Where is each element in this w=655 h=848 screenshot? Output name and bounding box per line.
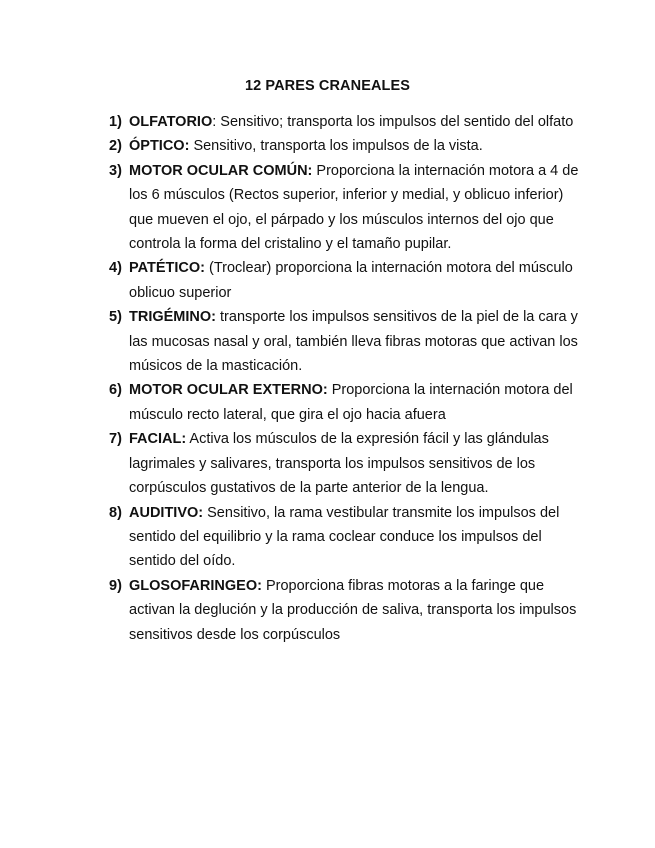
- item-number: 4): [109, 260, 122, 277]
- item-description: Sensitivo, la rama vestibular transmite los impulsos del sentido del equilibrio y la rama coclear conduce los impulsos del sentido del oído.: [129, 504, 560, 570]
- cranial-nerve-list: [109, 110, 579, 647]
- item-name: ÓPTICO:: [129, 138, 190, 155]
- item-number: 6): [109, 382, 122, 399]
- item-name: MOTOR OCULAR COMÚN:: [129, 162, 313, 179]
- list-item-facial: [109, 427, 579, 500]
- item-name: MOTOR OCULAR EXTERNO:: [129, 382, 328, 399]
- page-title: 12 PARES CRANEALES: [244, 78, 411, 94]
- list-item-optico: [109, 134, 579, 158]
- item-number: 5): [109, 309, 122, 326]
- item-number: 2): [109, 138, 122, 155]
- item-number: 7): [109, 431, 122, 448]
- item-number: 1): [109, 114, 122, 130]
- item-name: OLFATORIO: [129, 114, 213, 130]
- list-item-olfatorio: [109, 110, 579, 134]
- item-name: TRIGÉMINO:: [129, 309, 216, 326]
- item-description: Proporciona la internación motora del músculo recto lateral, que gira el ojo hacia afuera: [129, 382, 573, 423]
- item-name: FACIAL:: [129, 431, 187, 448]
- item-description: (Troclear) proporciona la internación motora del músculo oblicuo superior: [129, 260, 573, 301]
- list-item-patetico: [109, 256, 579, 305]
- list-item-auditivo: [109, 501, 579, 574]
- list-item-glosofaringeo: [109, 574, 579, 647]
- item-description: : Sensitivo; transporta los impulsos del sentido del olfato: [212, 114, 574, 130]
- item-description: Sensitivo, transporta los impulsos de la vista.: [189, 138, 483, 155]
- list-item-motor-ocular-externo: [109, 378, 579, 427]
- list-item-motor-ocular-comun: [109, 159, 579, 257]
- item-name: PATÉTICO:: [129, 260, 205, 277]
- item-description: Activa los músculos de la expresión fácil y las glándulas lagrimales y salivares, transporta los impulsos sensitivos de los corpúsculos gustativos de la parte anterior de la lengua.: [129, 431, 549, 497]
- item-number: 3): [109, 162, 122, 179]
- item-description: Proporciona la internación motora a 4 de los 6 músculos (Rectos superior, inferior y medial, y oblicuo inferior) que mueven el ojo, el párpado y los músculos internos del ojo que controla la forma del cristalino y el tamaño pupilar.: [129, 162, 579, 253]
- list-item-trigemino: [109, 305, 579, 378]
- item-description: transporte los impulsos sensitivos de la piel de la cara y las mucosas nasal y oral, también lleva fibras motoras que activan los músicos de la masticación.: [129, 309, 578, 375]
- item-name: AUDITIVO:: [129, 504, 204, 521]
- item-number: 8): [109, 504, 122, 521]
- item-number: 9): [109, 577, 122, 594]
- item-name: GLOSOFARINGEO:: [129, 577, 262, 594]
- item-description: Proporciona fibras motoras a la faringe que activan la deglución y la producción de saliva, transporta los impulsos sensitivos desde los corpúsculos: [129, 577, 577, 643]
